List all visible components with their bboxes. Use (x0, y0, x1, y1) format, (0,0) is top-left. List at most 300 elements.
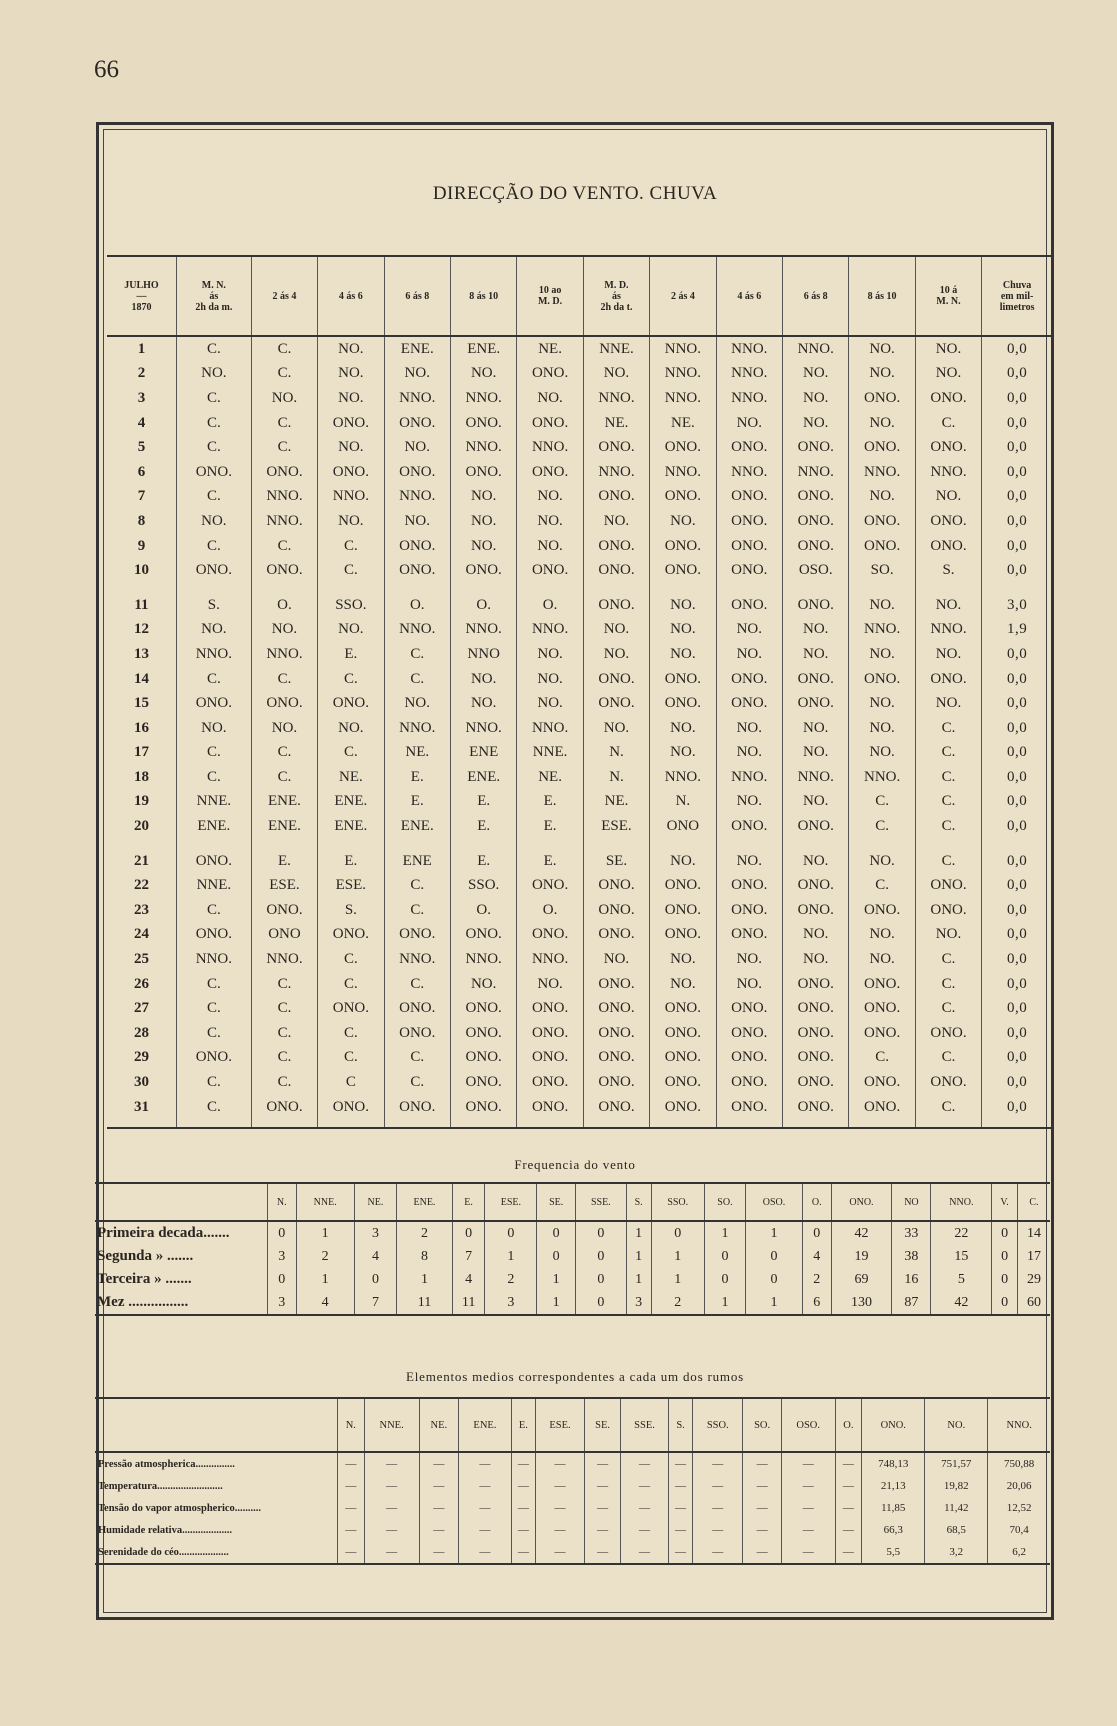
wind-cell: NO. (517, 485, 583, 510)
column-header-line: 4 ás 6 (338, 290, 363, 302)
wind-cell: ENE. (450, 765, 516, 790)
wind-cell: ONO. (583, 923, 649, 948)
day-cell: 27 (133, 1000, 149, 1017)
wind-cell: OSO. (783, 558, 849, 583)
wind-cell: NE. (517, 765, 583, 790)
element-cell: — (536, 1497, 585, 1519)
element-cell: — (668, 1541, 692, 1564)
element-cell: — (459, 1475, 512, 1497)
day-cell: 1 (137, 340, 146, 357)
wind-cell: NO. (650, 509, 716, 534)
wind-cell: NO. (583, 947, 649, 972)
wind-cell: ONO. (583, 1070, 649, 1095)
rain-cell: 0,0 (982, 362, 1052, 387)
element-cell: — (511, 1541, 535, 1564)
element-cell: — (419, 1497, 459, 1519)
wind-cell: ONO. (915, 898, 981, 923)
wind-cell: ONO. (318, 996, 384, 1021)
table-row (107, 947, 1052, 972)
frequency-cell: 15 (931, 1245, 992, 1268)
wind-cell: NO. (517, 972, 583, 997)
frequency-cell: 0 (992, 1245, 1018, 1268)
rain-cell: 0,0 (982, 667, 1052, 692)
wind-cell: NNO. (650, 765, 716, 790)
wind-cell: E. (251, 839, 317, 874)
frequency-cell: 1 (651, 1245, 704, 1268)
column-header-line: M. D. (604, 279, 629, 291)
wind-cell: NO. (650, 839, 716, 874)
wind-cell: C. (915, 1095, 981, 1129)
direction-header: S. (626, 1183, 651, 1221)
wind-cell: NO. (650, 741, 716, 766)
elements-header-row (95, 1398, 1050, 1452)
wind-cell: C. (176, 435, 251, 460)
wind-cell: NNO. (783, 765, 849, 790)
wind-cell: ONO. (783, 898, 849, 923)
wind-cell: C. (915, 411, 981, 436)
column-header (107, 256, 176, 336)
frequency-cell: 0 (992, 1268, 1018, 1291)
element-cell: — (781, 1541, 835, 1564)
element-cell: — (536, 1452, 585, 1475)
wind-cell: ONO. (915, 667, 981, 692)
frequency-cell: 0 (575, 1268, 626, 1291)
rain-cell: 0,0 (982, 814, 1052, 839)
wind-cell: ONO (650, 814, 716, 839)
wind-cell: O. (517, 898, 583, 923)
day-cell: 13 (133, 645, 149, 662)
wind-cell: NO. (783, 411, 849, 436)
wind-cell: ONO. (450, 411, 516, 436)
wind-cell: C. (176, 386, 251, 411)
frequency-cell: 4 (354, 1245, 396, 1268)
day-cell: 18 (133, 768, 149, 785)
wind-cell: ONO. (251, 558, 317, 583)
wind-cell: ONO. (915, 534, 981, 559)
wind-cell: NO. (849, 336, 915, 362)
wind-cell: ONO. (650, 558, 716, 583)
rain-cell: 0,0 (982, 947, 1052, 972)
table-row (107, 336, 1052, 362)
table-row (107, 362, 1052, 387)
wind-cell: C. (176, 411, 251, 436)
wind-cell: NNO. (176, 642, 251, 667)
frequency-cell: 7 (452, 1245, 484, 1268)
wind-cell: NO. (384, 509, 450, 534)
wind-cell: NO. (849, 485, 915, 510)
frequency-cell: 0 (704, 1268, 745, 1291)
frequency-cell: 0 (575, 1291, 626, 1315)
wind-cell: C. (176, 1095, 251, 1129)
direction-header: V. (992, 1183, 1018, 1221)
row-label: Temperatura......................... (98, 1480, 223, 1492)
wind-cell: ENE. (251, 790, 317, 815)
wind-cell: C. (915, 765, 981, 790)
column-header (176, 256, 251, 336)
wind-cell: ONO. (384, 996, 450, 1021)
direction-header: SSE. (575, 1183, 626, 1221)
table-row (107, 716, 1052, 741)
row-label: Pressão atmospherica............... (98, 1458, 235, 1470)
wind-cell: ESE. (318, 873, 384, 898)
rain-cell: 0,0 (982, 509, 1052, 534)
wind-cell: E. (450, 814, 516, 839)
wind-cell: ENE (384, 839, 450, 874)
element-cell: 751,57 (925, 1452, 988, 1475)
wind-cell: NO. (450, 667, 516, 692)
column-header-line: 8 ás 10 (469, 290, 499, 302)
wind-cell: NNO. (783, 460, 849, 485)
wind-cell: NE. (583, 411, 649, 436)
wind-cell: NNO. (716, 460, 782, 485)
wind-cell: ONO. (583, 667, 649, 692)
element-cell: — (364, 1541, 419, 1564)
rain-cell: 0,0 (982, 1021, 1052, 1046)
wind-cell: ONO. (517, 362, 583, 387)
rain-cell: 0,0 (982, 1070, 1052, 1095)
wind-cell: NNO. (450, 618, 516, 643)
wind-cell: ONO. (716, 691, 782, 716)
wind-cell: ONO. (384, 923, 450, 948)
element-cell: 70,4 (988, 1519, 1050, 1541)
wind-cell: C. (915, 947, 981, 972)
wind-cell: NNO. (517, 716, 583, 741)
element-cell: — (338, 1452, 365, 1475)
frequency-table-body (95, 1221, 1050, 1315)
frequency-caption: Frequencia do vento (514, 1157, 636, 1172)
wind-cell: NO. (849, 411, 915, 436)
wind-cell: NNO. (384, 716, 450, 741)
column-header (650, 256, 716, 336)
wind-cell: C. (318, 1021, 384, 1046)
wind-cell: ONO. (583, 534, 649, 559)
wind-cell: ONO. (176, 839, 251, 874)
direction-header: SSE. (621, 1398, 669, 1452)
column-header-line: 8 ás 10 (867, 290, 897, 302)
wind-cell: C. (318, 534, 384, 559)
wind-cell: C. (176, 996, 251, 1021)
day-cell: 11 (134, 596, 149, 613)
column-header (450, 256, 516, 336)
element-cell: — (781, 1475, 835, 1497)
column-header (783, 256, 849, 336)
element-cell: — (364, 1519, 419, 1541)
table-row (107, 1070, 1052, 1095)
frequency-cell: 0 (268, 1221, 297, 1245)
rain-cell: 0,0 (982, 642, 1052, 667)
wind-cell: ONO. (583, 558, 649, 583)
wind-cell: C. (915, 996, 981, 1021)
wind-cell: NO. (783, 923, 849, 948)
wind-cell: E. (517, 790, 583, 815)
day-cell: 26 (133, 975, 149, 992)
wind-cell: NO. (716, 741, 782, 766)
wind-cell: ENE. (318, 790, 384, 815)
wind-cell: ONO. (650, 435, 716, 460)
wind-cell: ONO. (251, 460, 317, 485)
frequency-cell: 42 (931, 1291, 992, 1315)
wind-cell: S. (318, 898, 384, 923)
wind-cell: NO. (849, 691, 915, 716)
table-row (107, 642, 1052, 667)
wind-cell: NO. (849, 923, 915, 948)
wind-cell: C. (251, 534, 317, 559)
wind-cell: ONO. (517, 411, 583, 436)
wind-cell: ONO. (650, 1046, 716, 1071)
wind-cell: ONO. (783, 814, 849, 839)
wind-cell: ONO. (915, 386, 981, 411)
day-cell: 31 (107, 1095, 176, 1129)
element-cell: — (585, 1497, 621, 1519)
wind-cell: NO. (450, 362, 516, 387)
frequency-cell: 2 (803, 1268, 832, 1291)
frequency-cell: 3 (354, 1221, 396, 1245)
wind-cell: ONO. (517, 923, 583, 948)
wind-cell: ONO. (176, 923, 251, 948)
frequency-cell: 1 (537, 1291, 575, 1315)
wind-cell: ONO. (716, 1046, 782, 1071)
table-row (107, 509, 1052, 534)
direction-header: NNO. (931, 1183, 992, 1221)
frequency-cell: 4 (452, 1268, 484, 1291)
wind-cell: ONO. (849, 386, 915, 411)
wind-cell: ENE (450, 741, 516, 766)
wind-cell: NO. (716, 618, 782, 643)
column-header-line: ás (209, 290, 219, 302)
wind-cell: ONO. (318, 691, 384, 716)
frequency-cell: 69 (831, 1268, 892, 1291)
wind-cell: ONO. (783, 873, 849, 898)
wind-cell: N. (583, 765, 649, 790)
table-row (107, 386, 1052, 411)
day-cell: 5 (137, 439, 146, 456)
wind-cell: NE. (650, 411, 716, 436)
direction-header: NO. (925, 1398, 988, 1452)
table-row (107, 839, 1052, 874)
wind-cell: O. (450, 898, 516, 923)
direction-header: NNE. (364, 1398, 419, 1452)
frequency-cell: 38 (892, 1245, 931, 1268)
wind-cell: ONO. (716, 996, 782, 1021)
wind-cell: O. (517, 583, 583, 618)
wind-cell: NO. (384, 362, 450, 387)
wind-cell: ONO. (583, 1046, 649, 1071)
wind-cell: O. (251, 583, 317, 618)
wind-cell: ONO. (783, 1021, 849, 1046)
wind-cell: ONO. (716, 873, 782, 898)
wind-cell: C. (384, 667, 450, 692)
wind-cell: ONO. (716, 485, 782, 510)
wind-cell: NO. (583, 362, 649, 387)
frequency-cell: 60 (1017, 1291, 1050, 1315)
wind-cell: NNO. (384, 485, 450, 510)
wind-cell: NO. (915, 583, 981, 618)
table-row (107, 691, 1052, 716)
wind-cell: C. (318, 667, 384, 692)
wind-cell: ONO. (849, 509, 915, 534)
wind-cell: NO. (450, 485, 516, 510)
column-header (982, 256, 1052, 336)
wind-cell: ONO. (583, 583, 649, 618)
element-cell: — (338, 1497, 365, 1519)
frequency-cell: 8 (397, 1245, 453, 1268)
rain-cell: 0,0 (982, 898, 1052, 923)
wind-cell: E. (384, 765, 450, 790)
element-cell: — (781, 1519, 835, 1541)
wind-cell: ONO. (783, 435, 849, 460)
wind-cell: NO. (849, 362, 915, 387)
wind-cell: NO. (783, 642, 849, 667)
wind-cell: ONO. (650, 1021, 716, 1046)
wind-cell: NO. (849, 642, 915, 667)
wind-cell: NO. (517, 534, 583, 559)
direction-header: NO (892, 1183, 931, 1221)
frequency-cell: 5 (931, 1268, 992, 1291)
wind-cell: C. (251, 336, 317, 362)
frequency-cell: 1 (651, 1268, 704, 1291)
column-header-line: Chuva (1002, 279, 1032, 291)
element-cell: 66,3 (862, 1519, 925, 1541)
column-header (915, 256, 981, 336)
wind-cell: ENE. (251, 814, 317, 839)
wind-cell: ONO. (650, 667, 716, 692)
wind-cell: ONO. (783, 534, 849, 559)
element-cell: 11,85 (862, 1497, 925, 1519)
wind-cell: ONO. (716, 534, 782, 559)
frequency-cell: 3 (626, 1291, 651, 1315)
wind-cell: ENE. (450, 336, 516, 362)
wind-direction-table (107, 255, 1052, 1129)
wind-cell: C. (176, 765, 251, 790)
wind-cell: ONO. (583, 898, 649, 923)
wind-cell: NO. (783, 362, 849, 387)
wind-cell: NNO. (251, 485, 317, 510)
row-label: Primeira decada....... (97, 1225, 230, 1241)
day-cell: 6 (137, 463, 146, 480)
wind-cell: NO. (716, 947, 782, 972)
row-label: Mez ................ (95, 1291, 268, 1315)
wind-cell: N. (650, 790, 716, 815)
table-row (95, 1221, 1050, 1245)
wind-cell: ONO. (915, 435, 981, 460)
rain-cell: 0,0 (982, 873, 1052, 898)
element-cell: — (743, 1541, 781, 1564)
column-header-line: JULHO (124, 279, 159, 291)
rain-cell: 0,0 (982, 790, 1052, 815)
column-header-line: 6 ás 8 (803, 290, 828, 302)
wind-cell: ONO. (650, 996, 716, 1021)
wind-cell: NO. (650, 618, 716, 643)
wind-cell: ONO. (450, 558, 516, 583)
wind-cell: ONO. (783, 972, 849, 997)
wind-cell: ONO. (783, 1070, 849, 1095)
element-cell: — (668, 1519, 692, 1541)
element-cell: — (511, 1497, 535, 1519)
wind-cell: ONO. (583, 1021, 649, 1046)
element-cell: — (835, 1519, 862, 1541)
day-cell: 12 (133, 621, 149, 638)
element-cell: — (621, 1475, 669, 1497)
wind-cell: C. (176, 741, 251, 766)
rain-cell: 0,0 (982, 741, 1052, 766)
element-cell: 3,2 (925, 1541, 988, 1564)
wind-cell: NNO. (849, 460, 915, 485)
column-header-line: 6 ás 8 (405, 290, 430, 302)
wind-cell: NNO (450, 642, 516, 667)
wind-cell: NO. (915, 336, 981, 362)
wind-cell: NO. (517, 509, 583, 534)
column-header (583, 256, 649, 336)
wind-cell: ONO. (849, 972, 915, 997)
wind-cell: ONO. (583, 691, 649, 716)
column-header-line: 2 ás 4 (670, 290, 695, 302)
wind-cell: ONO. (650, 534, 716, 559)
wind-cell: NNO. (318, 485, 384, 510)
frequency-cell: 0 (745, 1245, 802, 1268)
direction-header: E. (452, 1183, 484, 1221)
wind-cell: ONO. (251, 898, 317, 923)
wind-cell: C. (251, 1070, 317, 1095)
row-label: Terceira » ....... (97, 1271, 192, 1287)
frequency-cell: 16 (892, 1268, 931, 1291)
wind-cell: NO. (450, 691, 516, 716)
wind-cell: SE. (583, 839, 649, 874)
wind-cell: E. (450, 790, 516, 815)
element-cell: — (585, 1452, 621, 1475)
element-cell: — (364, 1452, 419, 1475)
wind-cell: C. (384, 898, 450, 923)
day-cell: 24 (133, 926, 149, 943)
table-row (95, 1291, 1050, 1315)
table-row (95, 1519, 1050, 1541)
element-cell: — (621, 1541, 669, 1564)
element-cell: — (511, 1519, 535, 1541)
element-cell: 748,13 (862, 1452, 925, 1475)
table-row (95, 1245, 1050, 1268)
wind-cell: NNO. (251, 509, 317, 534)
wind-cell: ONO. (450, 923, 516, 948)
wind-cell: NNO. (450, 435, 516, 460)
frequency-cell: 2 (397, 1221, 453, 1245)
elements-table-body (95, 1452, 1050, 1564)
wind-cell: ONO. (650, 1095, 716, 1129)
wind-cell: NO. (716, 972, 782, 997)
day-cell: 14 (133, 670, 149, 687)
wind-cell: NO. (783, 947, 849, 972)
wind-cell: NO. (176, 362, 251, 387)
wind-cell: C. (251, 1046, 317, 1071)
wind-cell: NNO. (384, 947, 450, 972)
frequency-cell: 1 (296, 1268, 354, 1291)
wind-cell: NO. (849, 716, 915, 741)
wind-cell: ONO. (716, 558, 782, 583)
wind-cell: NO. (251, 716, 317, 741)
wind-cell: ENE. (318, 814, 384, 839)
frequency-cell: 22 (931, 1221, 992, 1245)
direction-header: ESE. (485, 1183, 537, 1221)
table-row (107, 1046, 1052, 1071)
wind-cell: C. (384, 1046, 450, 1071)
frequency-cell: 2 (485, 1268, 537, 1291)
column-header-line: — (136, 290, 147, 302)
wind-cell: NNO. (716, 362, 782, 387)
day-cell: 29 (133, 1049, 149, 1066)
column-header-line: ás (612, 290, 621, 302)
wind-cell: ONO. (176, 558, 251, 583)
table-row (95, 1497, 1050, 1519)
wind-cell: NNO. (849, 765, 915, 790)
element-cell: — (338, 1519, 365, 1541)
